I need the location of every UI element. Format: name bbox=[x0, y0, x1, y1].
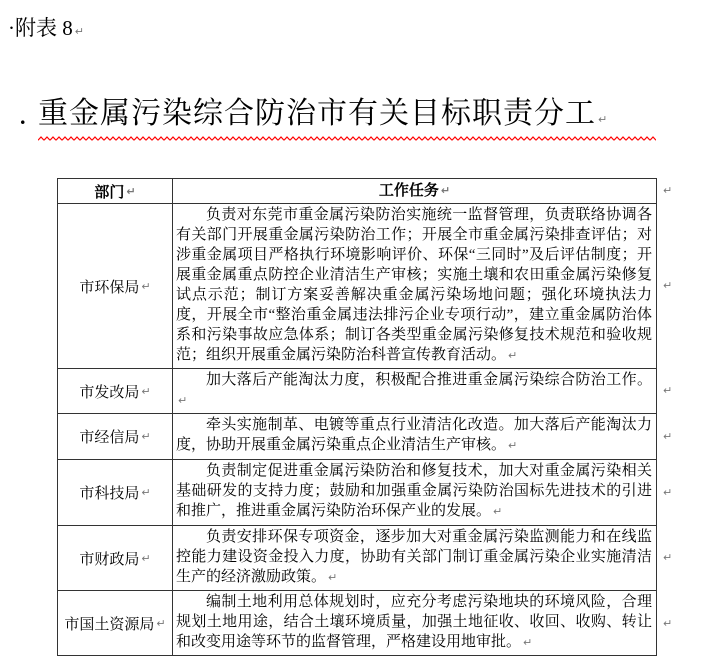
row-end-mark-icon: ↵ bbox=[663, 616, 673, 630]
title-bullet: . bbox=[20, 104, 26, 129]
table-row bbox=[57, 368, 697, 413]
row-end-gutter bbox=[657, 525, 685, 590]
department-name: 市发改局 bbox=[79, 384, 140, 401]
department-cell bbox=[57, 368, 172, 413]
paragraph-mark-icon: ↵ bbox=[493, 505, 503, 518]
paragraph-mark-icon: ↵ bbox=[141, 551, 151, 565]
task-text: 负责制定促进重金属污染防治和修复技术，加大对重金属污染相关基础研发的支持力度；鼓励和加强重金属污染防治国标先进技术的引进和推广，推进重金属污染防治环保产业的发展。 ↵ bbox=[176, 463, 652, 519]
paragraph-mark-icon: ↵ bbox=[440, 184, 451, 197]
paragraph-mark-icon: ↵ bbox=[141, 430, 151, 443]
paragraph-mark-icon: ↵ bbox=[141, 279, 151, 293]
table-row bbox=[57, 203, 697, 368]
table-header-row bbox=[57, 178, 697, 203]
task-text: 牵头实施制革、电镀等重点行业清洁化改造。加大落后产能淘汰力度，协助开展重金属污染重点企业清洁生产审核。 ↵ bbox=[176, 417, 652, 453]
title-block bbox=[38, 88, 698, 141]
paragraph-mark-icon: ↵ bbox=[508, 349, 518, 362]
paragraph-mark-icon: ↵ bbox=[178, 394, 188, 407]
row-end-mark-icon: ↵ bbox=[663, 551, 673, 564]
department-name: 市国土资源局 bbox=[64, 616, 155, 633]
task-text: 负责对东莞市重金属污染防治实施统一监督管理，负责联络协调各有关部门开展重金属污染防治工作；开展全市重金属污染排查评估；对涉重金属项目严格执行环境影响评价、环保“三同时”及后评估制度；开展重金属重点防控企业清洁生产审核；实施土壤和农田重金属污染修复试点示范；制订方案妥善解决重金属污染场地问题；强化环境执法力度，开展全市“整治重金属违法排污企业专项行动”，建立重金属防治体系和污染事故应急体系；制订各类型重金属污染修复技术规范和验收规范；组织开展重金属污染防治科普宣传教育活动。 ↵ bbox=[176, 207, 652, 363]
header-tasks-label: 工作任务 bbox=[378, 183, 439, 199]
table-row bbox=[57, 459, 697, 525]
paragraph-mark-icon: ↵ bbox=[74, 25, 84, 38]
responsibility-table bbox=[57, 178, 697, 656]
row-end-gutter bbox=[657, 203, 685, 368]
task-cell bbox=[172, 368, 657, 413]
table-row bbox=[57, 590, 697, 656]
department-name: 市经信局 bbox=[79, 430, 140, 446]
spellcheck-squiggle bbox=[38, 136, 656, 141]
department-name: 市环保局 bbox=[79, 279, 140, 296]
paragraph-mark-icon: ↵ bbox=[126, 184, 136, 198]
header-department bbox=[57, 178, 172, 203]
task-cell bbox=[172, 203, 657, 368]
department-cell bbox=[57, 459, 172, 525]
attachment-text: ·附表 8 bbox=[8, 16, 73, 40]
task-text: 加大落后产能淘汰力度，积极配合推进重金属污染综合防治工作。↵ bbox=[178, 372, 652, 407]
paragraph-mark-icon: ↵ bbox=[141, 384, 151, 398]
row-end-gutter bbox=[657, 590, 685, 656]
department-cell bbox=[57, 525, 172, 590]
row-end-gutter bbox=[657, 413, 685, 459]
paragraph-mark-icon: ↵ bbox=[508, 439, 518, 452]
table-body bbox=[57, 203, 697, 656]
department-cell bbox=[57, 203, 172, 368]
task-cell bbox=[172, 413, 657, 459]
paragraph-mark-icon: ↵ bbox=[523, 636, 533, 649]
department-name: 市财政局 bbox=[79, 551, 140, 568]
row-end-gutter bbox=[657, 178, 685, 203]
table-row bbox=[57, 413, 697, 459]
task-text: 编制土地利用总体规划时，应充分考虑污染地块的环境风险，合理规划土地用途，结合土壤环境质量，加强土地征收、收回、收购、转让和改变用途等环节的监督管理，严格建设用地审批。 ↵ bbox=[176, 594, 652, 650]
task-cell bbox=[172, 525, 657, 590]
department-name: 市科技局 bbox=[79, 486, 140, 502]
paragraph-mark-icon: ↵ bbox=[156, 616, 166, 630]
task-cell bbox=[172, 590, 657, 656]
table-row bbox=[57, 525, 697, 590]
department-cell bbox=[57, 413, 172, 459]
department-cell bbox=[57, 590, 172, 656]
task-cell bbox=[172, 459, 657, 525]
header-department-label: 部门 bbox=[94, 184, 125, 201]
row-end-mark-icon: ↵ bbox=[663, 429, 673, 443]
paragraph-mark-icon: ↵ bbox=[598, 113, 608, 126]
row-end-mark-icon: ↵ bbox=[663, 184, 673, 197]
attachment-label bbox=[8, 12, 84, 42]
paragraph-mark-icon: ↵ bbox=[328, 571, 338, 584]
row-end-mark-icon: ↵ bbox=[663, 279, 673, 292]
row-end-mark-icon: ↵ bbox=[663, 485, 673, 499]
task-text: 负责安排环保专项资金，逐步加大对重金属污染监测能力和在线监控能力建设资金投入力度，协助有关部门制订重金属污染企业实施清洁生产的经济激励政策。 ↵ bbox=[176, 529, 652, 585]
row-end-mark-icon: ↵ bbox=[663, 384, 673, 397]
header-tasks bbox=[172, 178, 657, 203]
row-end-gutter bbox=[657, 459, 685, 525]
page-title: 重金属污染综合防治市有关目标职责分工 bbox=[38, 97, 596, 130]
row-end-gutter bbox=[657, 368, 685, 413]
paragraph-mark-icon: ↵ bbox=[141, 486, 151, 499]
